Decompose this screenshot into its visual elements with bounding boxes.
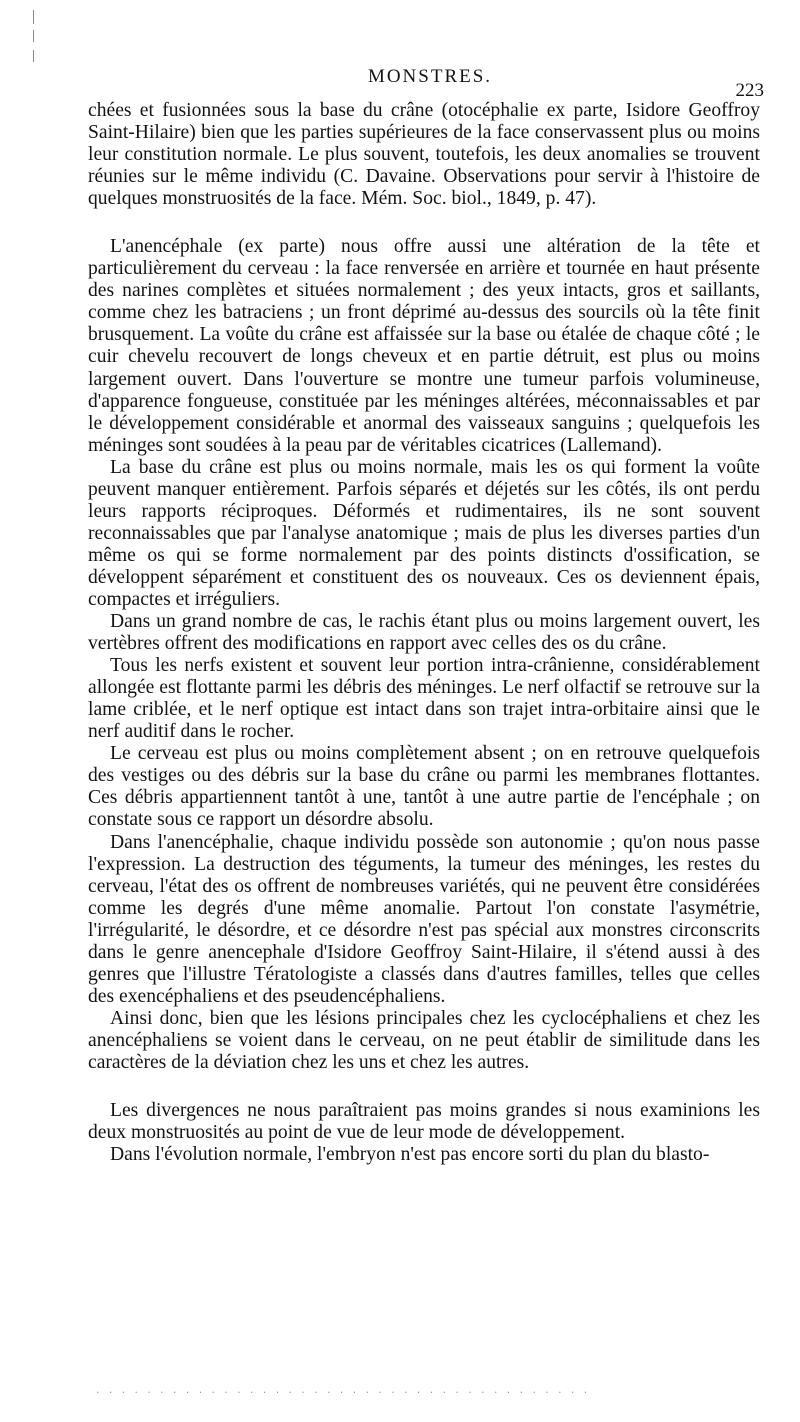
paragraph: Dans l'anencéphalie, chaque individu possède son autonomie ; qu'on nous passe l'expression. La destruction des téguments, la tumeur des méninges, les restes du cerveau, l'état des os offrent de nombreuses variétés, qui ne peuvent être considérées comme les degrés d'une même anomalie. Partout l'on constate l'asymétrie, l'irrégularité, le désordre, et ce désordre n'est pas spécial aux monstres circonscrits dans le genre anencephale d'Isidore Geoffroy Saint-Hilaire, il s'étend aussi à des genres que l'illustre Tératologiste a classés dans d'autres familles, telles que celles des exencéphaliens et des pseudencéphaliens. (88, 831, 760, 1007)
paragraph: Ainsi donc, bien que les lésions principales chez les cyclocéphaliens et chez les anencéphaliens se voient dans le cerveau, on ne peut établir de similitude dans les caractères de la déviation chez les uns et chez les autres. (88, 1007, 760, 1073)
scan-margin-mark (33, 50, 34, 62)
paragraph: Dans l'évolution normale, l'embryon n'est pas encore sorti du plan du blasto- (110, 1144, 710, 1166)
paragraph: Dans un grand nombre de cas, le rachis étant plus ou moins largement ouvert, les vertèbres offrent des modifications en rapport avec celles des os du crâne. (88, 611, 760, 655)
paragraph: chées et fusionnées sous la base du crâne (otocéphalie ex parte, Isidore Geoffroy Saint-Hilaire) bien que les parties supérieures de la face conservassent plus ou moins leur constitution normale. Le plus souvent, toutefois, les deux anomalies se trouvent réunies sur le même individu (C. Davaine. Observations pour servir à l'histoire de quelques monstruosités de la face. Mém. Soc. biol., 1849, p. 47). (88, 100, 760, 210)
paragraph: Les divergences ne nous paraîtraient pas moins grandes si nous examinions les deux monstruosités au point de vue de leur mode de développement. (88, 1100, 760, 1144)
paragraph: Le cerveau est plus ou moins complètement absent ; on en retrouve quelquefois des vestiges ou des débris sur la base du crâne ou parmi les membranes flottantes. Ces débris appartiennent tantôt à une, tantôt à une autre partie de l'encéphale ; on constate sous ce rapport un désordre absolu. (88, 743, 760, 831)
scan-margin-mark (33, 30, 34, 42)
scan-margin-mark (33, 10, 34, 24)
paragraph: La base du crâne est plus ou moins normale, mais les os qui forment la voûte peuvent manquer entièrement. Parfois séparés et déjetés sur les côtés, ils ont perdu leurs rapports réciproques. Déformés et rudimentaires, ils ne sont souvent reconnaissables que par l'analyse anatomique ; mais de plus les diverses parties d'un même os qui se forme normalement par des points distincts d'ossification, se développent séparément et constituent des os nouveaux. Ces os deviennent épais, compactes et irréguliers. (88, 456, 760, 610)
running-head: MONSTRES. (367, 66, 493, 87)
paragraph: Tous les nerfs existent et souvent leur portion intra-crânienne, considérablement allongée est flottante parmi les débris des méninges. Le nerf olfactif se retrouve sur la lame criblée, et le nerf optique est intact dans son trajet intra-orbitaire ainsi que le nerf auditif dans le rocher. (88, 655, 760, 743)
body-text (88, 100, 760, 1166)
page-number: 223 (735, 80, 764, 101)
footer-scan-marks: . . . . . . . . . . . . . . . . . . . . . . . . . . . . . . . . . . . . . . . (95, 1386, 590, 1396)
paragraph: L'anencéphale (ex parte) nous offre aussi une altération de la tête et particulièrement du cerveau : la face renversée en arrière et tournée en haut présente des narines complètes et situées normalement ; des yeux intacts, gros et saillants, comme chez les batraciens ; un front déprimé au-dessus des sourcils où la tête finit brusquement. La voûte du crâne est affaissée sur la base ou étalée de chaque côté ; le cuir chevelu recouvert de longs cheveux et en partie détruit, est plus ou moins largement ouvert. Dans l'ouverture se montre une tumeur parfois volumineuse, d'apparence fongueuse, constituée par les méninges altérées, méconnaissables et par le développement considérable et anormal des vaisseaux sanguins ; quelquefois les méninges sont soudées à la peau par de véritables cicatrices (Lallemand). (88, 236, 760, 456)
page-header (0, 66, 800, 101)
